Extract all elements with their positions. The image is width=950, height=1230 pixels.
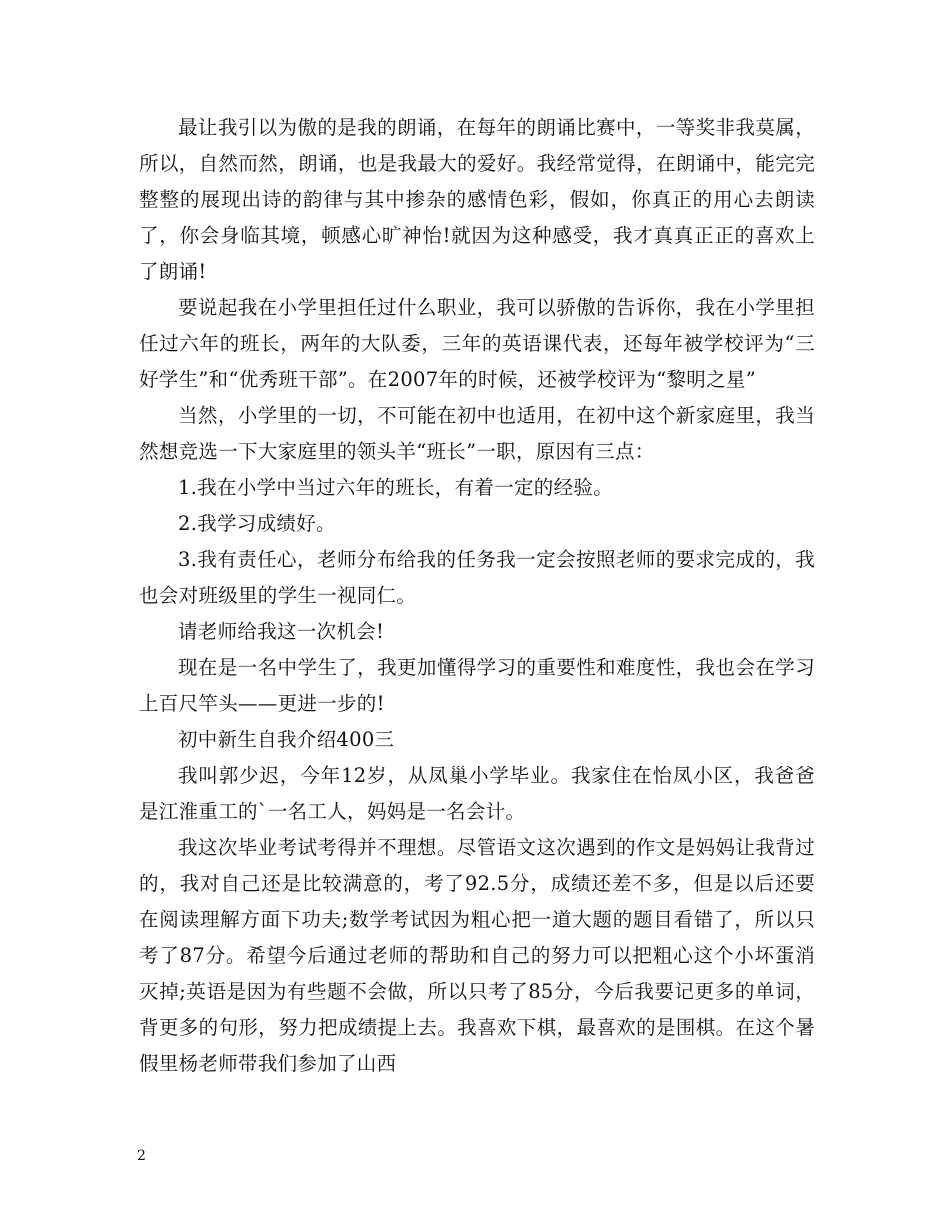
paragraph-exam-results: 我这次毕业考试考得并不理想。尽管语文这次遇到的作文是妈妈让我背过的，我对自己还是比较满意的，考了92.5分，成绩还差不多，但是以后还要在阅读理解方面下功夫;数学考试因为粗心把一道大题的题目看错了，所以只考了87分。希望今后通过老师的帮助和自己的努力可以把粗心这个小坏蛋消灭掉;英语是因为有些题不会做，所以只考了85分，今后我要记更多的单词，背更多的句形，努力把成绩提上去。我喜欢下棋，最喜欢的是围棋。在这个暑假里杨老师带我们参加了山西 — [139, 836, 815, 1075]
paragraph-recitation: 最让我引以为傲的是我的朗诵，在每年的朗诵比赛中，一等奖非我莫属，所以，自然而然，朗诵，也是我最大的爱好。我经常觉得，在朗诵中，能完完整整的展现出诗的韵律与其中掺杂的感情色彩，假如，你真正的用心去朗读了，你会身临其境，顿感心旷神怡!就因为这种感受，我才真真正正的喜欢上了朗诵! — [139, 116, 815, 283]
list-item-reason-3: 3.我有责任心，老师分布给我的任务我一定会按照老师的要求完成的，我也会对班级里的学生一视同仁。 — [139, 548, 815, 607]
paragraph-self-introduction: 我叫郭少迟，今年12岁，从凤巢小学毕业。我家住在怡凤小区，我爸爸是江淮重工的`一名工人，妈妈是一名会计。 — [139, 764, 815, 823]
body-text — [139, 110, 815, 1082]
page-number: 2 — [137, 1148, 146, 1164]
paragraph-primary-school-roles: 要说起我在小学里担任过什么职业，我可以骄傲的告诉你，我在小学里担任过六年的班长，两年的大队委，三年的英语课代表，还每年被学校评为“三好学生”和“优秀班干部”。在2007年的时候，还被学校评为“黎明之星” — [139, 296, 815, 391]
section-heading: 初中新生自我介绍400三 — [178, 728, 395, 751]
paragraph-request: 请老师给我这一次机会! — [178, 620, 385, 643]
list-item-reason-1: 1.我在小学中当过六年的班长，有着一定的经验。 — [178, 476, 614, 499]
paragraph-class-monitor-reasons: 当然，小学里的一切，不可能在初中也适用，在初中这个新家庭里，我当然想竞选一下大家庭里的领头羊“班长”一职，原因有三点： — [139, 404, 815, 463]
list-item-reason-2: 2.我学习成绩好。 — [178, 512, 336, 535]
paragraph-middle-school: 现在是一名中学生了，我更加懂得学习的重要性和难度性，我也会在学习上百尺竿头——更进一步的! — [139, 656, 815, 715]
